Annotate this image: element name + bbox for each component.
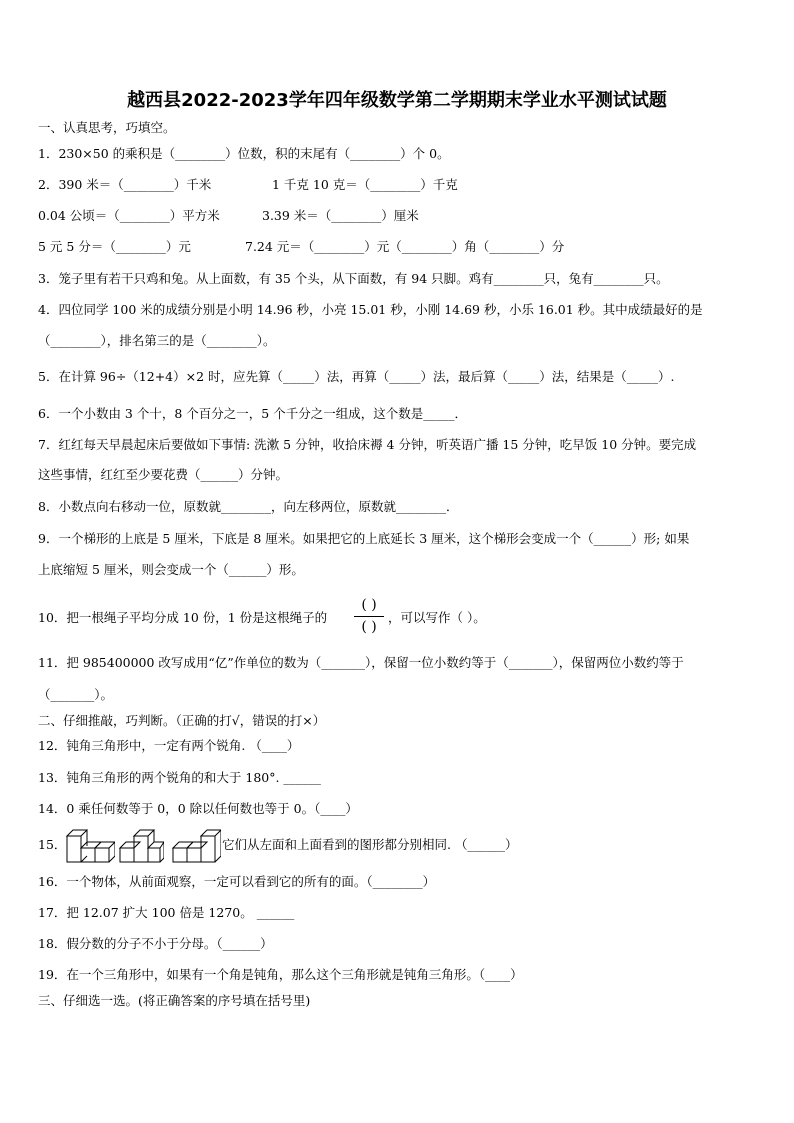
question-15-text: 它们从左面和上面看到的图形都分别相同. （______）	[222, 837, 518, 852]
question-2c: 0.04 公顷＝（________）平方米	[38, 208, 220, 223]
question-11-line1: 11．把 985400000 改写成用“亿”作单位的数为（_______），保留一位小数约等于（_______），保留两位小数约等于	[38, 655, 684, 670]
cube-figure-3-icon	[171, 828, 221, 864]
question-3: 3．笼子里有若干只鸡和兔。从上面数，有 35 个头，从下面数，有 94 只脚。鸡有________只，兔有________只。	[38, 271, 669, 286]
cube-figure-1-icon	[65, 828, 115, 864]
page-title: 越西县2022-2023学年四年级数学第二学期期末学业水平测试试题	[127, 90, 667, 111]
fraction-numerator: ( )	[361, 597, 377, 613]
question-17: 17．把 12.07 扩大 100 倍是 1270。 ______	[38, 905, 295, 920]
question-2a: 2．390 米＝（________）千米	[38, 177, 212, 192]
question-4-line1: 4．四位同学 100 米的成绩分别是小明 14.96 秒，小亮 15.01 秒，小刚 14.69 秒，小乐 16.01 秒。其中成绩最好的是	[38, 302, 703, 317]
question-5: 5．在计算 96÷（12+4）×2 时，应先算（_____）法，再算（_____）法，最后算（_____）法，结果是（_____）.	[38, 369, 675, 384]
fraction-blank	[352, 597, 386, 637]
question-15-number: 15．	[38, 837, 67, 852]
question-18: 18．假分数的分子不小于分母。（______）	[38, 936, 273, 951]
question-10-text: 10．把一根绳子平均分成 10 份，1 份是这根绳子的	[38, 610, 328, 625]
question-12: 12．钝角三角形中，一定有两个锐角. （____）	[38, 738, 300, 753]
question-7-line2: 这些事情，红红至少要花费（______）分钟。	[38, 467, 289, 482]
question-6: 6．一个小数由 3 个十，8 个百分之一，5 个千分之一组成，这个数是_____．	[38, 406, 467, 421]
cube-figure-2-icon	[118, 828, 164, 864]
fraction-denominator: ( )	[361, 619, 377, 635]
question-19: 19．在一个三角形中，如果有一个角是钝角，那么这个三角形就是钝角三角形。（____）	[38, 967, 523, 982]
section-1-heading: 一、认真思考，巧填空。	[38, 120, 176, 135]
question-1: 1．230×50 的乘积是（________）位数，积的末尾有（________）个 0。	[38, 146, 450, 161]
question-2b: 1 千克 10 克＝（________）千克	[272, 177, 458, 192]
question-9-line1: 9．一个梯形的上底是 5 厘米，下底是 8 厘米。如果把它的上底延长 3 厘米，这个梯形会变成一个（______）形; 如果	[38, 531, 690, 546]
question-9-line2: 上底缩短 5 厘米，则会变成一个（______）形。	[38, 562, 304, 577]
question-10-answer: ，可以写作（ ）。	[388, 610, 486, 625]
question-16: 16．一个物体，从前面观察，一定可以看到它的所有的面。（________）	[38, 874, 436, 889]
question-7-line1: 7．红红每天早晨起床后要做如下事情: 洗漱 5 分钟，收拾床褥 4 分钟，听英语广播 15 分钟，吃早饭 10 分钟。要完成	[38, 437, 697, 452]
question-2e: 5 元 5 分＝（________）元	[38, 239, 191, 254]
section-3-heading: 三、仔细选一选。(将正确答案的序号填在括号里)	[38, 993, 311, 1008]
fraction-bar	[354, 616, 384, 617]
question-8: 8．小数点向右移动一位，原数就________，向左移两位，原数就________．	[38, 499, 459, 514]
question-13: 13．钝角三角形的两个锐角的和大于 180°. ______	[38, 770, 321, 785]
question-11-line2: （_______）。	[38, 687, 114, 702]
question-4-line2: （________），排名第三的是（________）。	[38, 333, 276, 348]
section-2-heading: 二、仔细推敲，巧判断。（正确的打√，错误的打×）	[38, 713, 326, 728]
question-14: 14．0 乘任何数等于 0，0 除以任何数也等于 0。（____）	[38, 801, 358, 816]
question-2d: 3.39 米＝（________）厘米	[262, 208, 419, 223]
question-2f: 7.24 元＝（________）元（________）角（________）分	[245, 239, 565, 254]
